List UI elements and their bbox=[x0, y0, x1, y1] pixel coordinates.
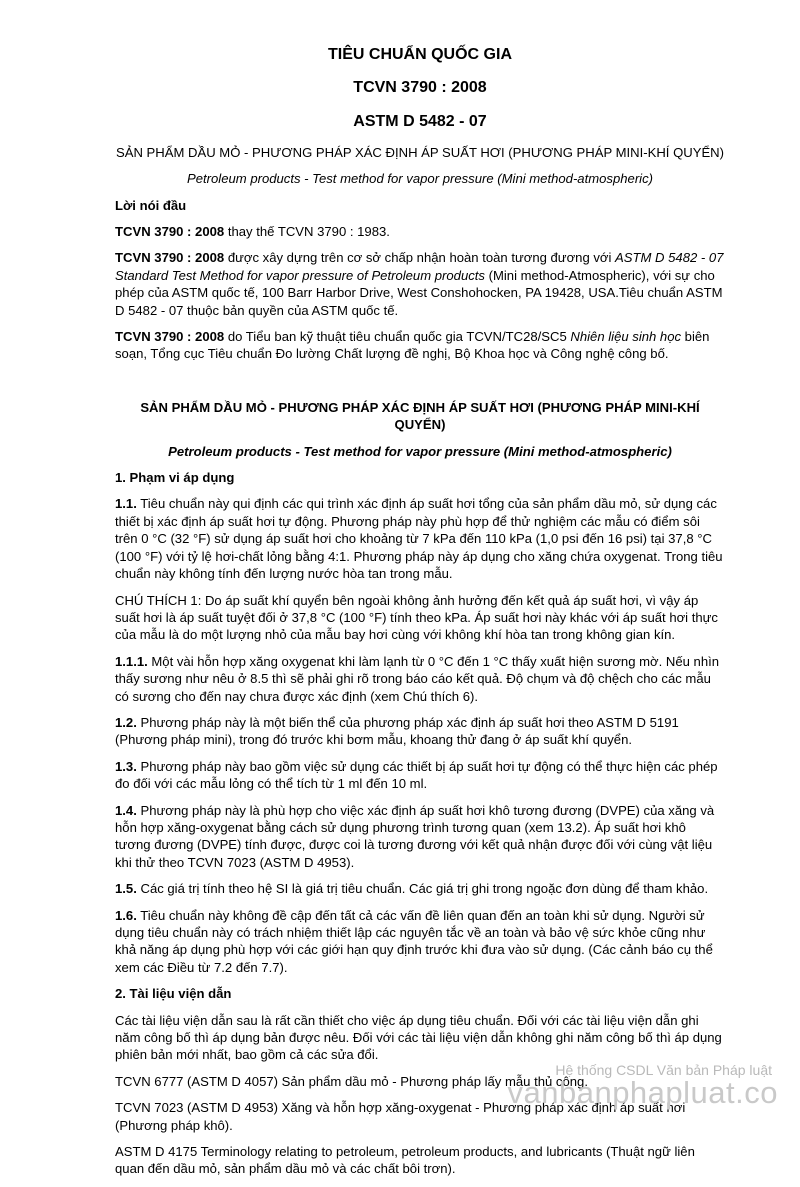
clause-text: Phương pháp này là một biến thể của phương pháp xác định áp suất hơi theo ASTM D 5191 (Phương pháp mini), trong đó trước khi bơm mẫu, khoang thử đang ở áp suất khí quyển. bbox=[115, 714, 679, 748]
standard-code-ref: TCVN 3790 : 2008 bbox=[115, 329, 225, 345]
body-title-vietnamese: SẢN PHẨM DẦU MỎ - PHƯƠNG PHÁP XÁC ĐỊNH ÁP SUẤT HƠI (PHƯƠNG PHÁP MINI-KHÍ QUYỂN) bbox=[140, 399, 700, 433]
clause-text: Các giá trị tính theo hệ SI là giá trị tiêu chuẩn. Các giá trị ghi trong ngoặc đơn dùng để tham khảo. bbox=[136, 881, 709, 897]
foreword-paragraph-2 bbox=[115, 249, 725, 319]
clause-1-5 bbox=[115, 880, 725, 897]
clause-text: Phương pháp này là phù hợp cho việc xác định áp suất hơi khô tương đương (DVPE) của xăng và hỗn hợp xăng-oxygenat bằng cách sử dụng phương trình tương quan (xem 13.2). Áp suất hơi khô tương đương (DVPE) tính được, được coi là tương đương với kết quả nhận được đối với cùng vật liệu khi thử theo TCVN 7023 (ASTM D 4953). bbox=[115, 802, 715, 870]
clause-1-3 bbox=[115, 758, 725, 793]
clause-text: Phương pháp này bao gồm việc sử dụng các thiết bị áp suất hơi tự động có thể thực hiện các phép đo đối với các mẫu lỏng có thể tích từ 1 ml đến 10 ml. bbox=[115, 758, 718, 792]
clause-number: 1.4. bbox=[115, 802, 137, 818]
clause-text: Một vài hỗn hợp xăng oxygenat khi làm lạnh từ 0 °C đến 1 °C thấy xuất hiện sương mờ. Nếu nhìn thấy sương như nêu ở 8.5 thì sẽ phải ghi rõ trong báo cáo kết quả. Độ chụm và độ chệch cho các mẫu có sương cho đến nay chưa được xác định (xem Chú thích 6). bbox=[115, 653, 720, 704]
subtitle-english: Petroleum products - Test method for vapor pressure (Mini method-atmospheric) bbox=[187, 171, 653, 187]
standard-code-tcvn: TCVN 3790 : 2008 bbox=[353, 79, 487, 97]
paragraph-text: biên soạn, Tổng cục Tiêu chuẩn Đo lường Chất lượng đề nghị, Bộ Khoa học và Công nghệ công bố. bbox=[115, 329, 710, 362]
clause-text: Tiêu chuẩn này qui định các qui trình xác định áp suất hơi tổng của sản phẩm dầu mỏ, sử dụng các thiết bị xác định áp suất hơi tự động. Phương pháp này phù hợp để thử nghiệm các mẫu có điểm sôi trên 0 °C (32 °F) sử dụng áp suất hơi cho khoảng từ 7 kPa đến 110 kPa (1,0 psi đến 16 psi) tại 37,8 °C (100 °F) với tỷ lệ hơi-chất lỏng bằng 4:1. Phương pháp này áp dụng cho xăng chứa oxygenat. Trong tiêu chuẩn này không tính đến lượng nước hòa tan trong mẫu. bbox=[115, 496, 723, 582]
clause-1-2 bbox=[115, 714, 725, 749]
note-1: CHÚ THÍCH 1: Do áp suất khí quyển bên ngoài không ảnh hưởng đến kết quả áp suất hơi, vì vậy áp suất hơi là áp suất tuyệt đối ở 37,8 °C (100 °F) tính theo kPa. Áp suất hơi này khác với áp suất hơi thực của mẫu là do một lượng nhỏ của mẫu bay hơi cùng với không khí hòa tan trong không gian kín. bbox=[115, 592, 718, 643]
foreword-heading: Lời nói đầu bbox=[115, 197, 187, 213]
clause-number: 1.1. bbox=[115, 496, 137, 512]
foreword-paragraph-1 bbox=[115, 223, 725, 240]
section-heading-scope: 1. Phạm vi áp dụng bbox=[115, 470, 235, 486]
reference-item: TCVN 7023 (ASTM D 4953) Xăng và hỗn hợp xăng-oxygenat - Phương pháp xác định áp suất hơi (Phương pháp khô). bbox=[115, 1100, 686, 1133]
astm-standard-title: ASTM D 5482 - 07 Standard Test Method for vapor pressure of Petroleum products bbox=[115, 250, 724, 283]
clause-1-6 bbox=[115, 907, 725, 977]
document-content bbox=[115, 44, 725, 1187]
watermark-site: vanbanphapluat.co bbox=[507, 1075, 778, 1110]
clause-number: 1.5. bbox=[115, 881, 137, 897]
clause-number: 1.1.1. bbox=[115, 653, 148, 669]
subtitle-vietnamese: SẢN PHẨM DẦU MỎ - PHƯƠNG PHÁP XÁC ĐỊNH ÁP SUẤT HƠI (PHƯƠNG PHÁP MINI-KHÍ QUYỂN) bbox=[115, 144, 724, 160]
standard-code-ref: TCVN 3790 : 2008 bbox=[115, 224, 225, 240]
watermark-caption: Hệ thống CSDL Văn bản Pháp luật bbox=[555, 1062, 772, 1078]
references-intro: Các tài liệu viện dẫn sau là rất cần thiết cho việc áp dụng tiêu chuẩn. Đối với các tài liệu viện dẫn ghi năm công bố thì áp dụng bản được nêu. Đối với các tài liệu viện dẫn không ghi năm công bố thì áp dụng phiên bản mới nhất, bao gồm cả các sửa đổi. bbox=[115, 1012, 722, 1063]
paragraph-text: (Mini method-Atmospheric), với sự cho phép của ASTM quốc tế, 100 Barr Harbor Drive, West Conshohocken, PA 19428, USA.Tiêu chuẩn ASTM D 5482 - 07 thuộc bản quyền của ASTM quốc tế. bbox=[115, 267, 723, 318]
clause-1-4 bbox=[115, 802, 725, 872]
paragraph-text: thay thế TCVN 3790 : 1983. bbox=[224, 224, 390, 240]
body-title-english: Petroleum products - Test method for vapor pressure (Mini method-atmospheric) bbox=[168, 443, 672, 459]
standard-code-astm: ASTM D 5482 - 07 bbox=[353, 112, 487, 130]
clause-1-1 bbox=[115, 495, 725, 582]
clause-number: 1.2. bbox=[115, 714, 137, 730]
document-title: TIÊU CHUẨN QUỐC GIA bbox=[328, 46, 512, 63]
clause-1-1-1 bbox=[115, 653, 725, 705]
clause-number: 1.3. bbox=[115, 758, 137, 774]
clause-text: Tiêu chuẩn này không đề cập đến tất cả các vấn đề liên quan đến an toàn khi sử dụng. Người sử dụng tiêu chuẩn này có trách nhiệm thiết lập các nguyên tắc về an toàn và bảo vệ sức khỏe cũng như khả năng áp dụng phù hợp với các giới hạn quy định trước khi đưa vào sử dụng. (Các cảnh báo cụ thể xem các Điều từ 7.2 đến 7.7). bbox=[115, 907, 713, 975]
paragraph-text: do Tiểu ban kỹ thuật tiêu chuẩn quốc gia TCVN/TC28/SC5 bbox=[224, 329, 571, 345]
subcommittee-name: Nhiên liệu sinh học bbox=[570, 329, 682, 345]
paragraph-text: được xây dựng trên cơ sở chấp nhận hoàn toàn tương đương với bbox=[224, 250, 616, 266]
clause-number: 1.6. bbox=[115, 907, 137, 923]
standard-code-ref: TCVN 3790 : 2008 bbox=[115, 250, 225, 266]
section-heading-references: 2. Tài liệu viện dẫn bbox=[115, 986, 232, 1002]
reference-item: TCVN 6777 (ASTM D 4057) Sản phẩm dầu mỏ - Phương pháp lấy mẫu thủ công. bbox=[115, 1073, 588, 1089]
foreword-paragraph-3 bbox=[115, 328, 725, 363]
reference-item: ASTM D 4175 Terminology relating to petroleum, petroleum products, and lubricants (Thuật ngữ liên quan đến dầu mỏ, sản phẩm dầu mỏ và các chất bôi trơn). bbox=[115, 1144, 695, 1177]
